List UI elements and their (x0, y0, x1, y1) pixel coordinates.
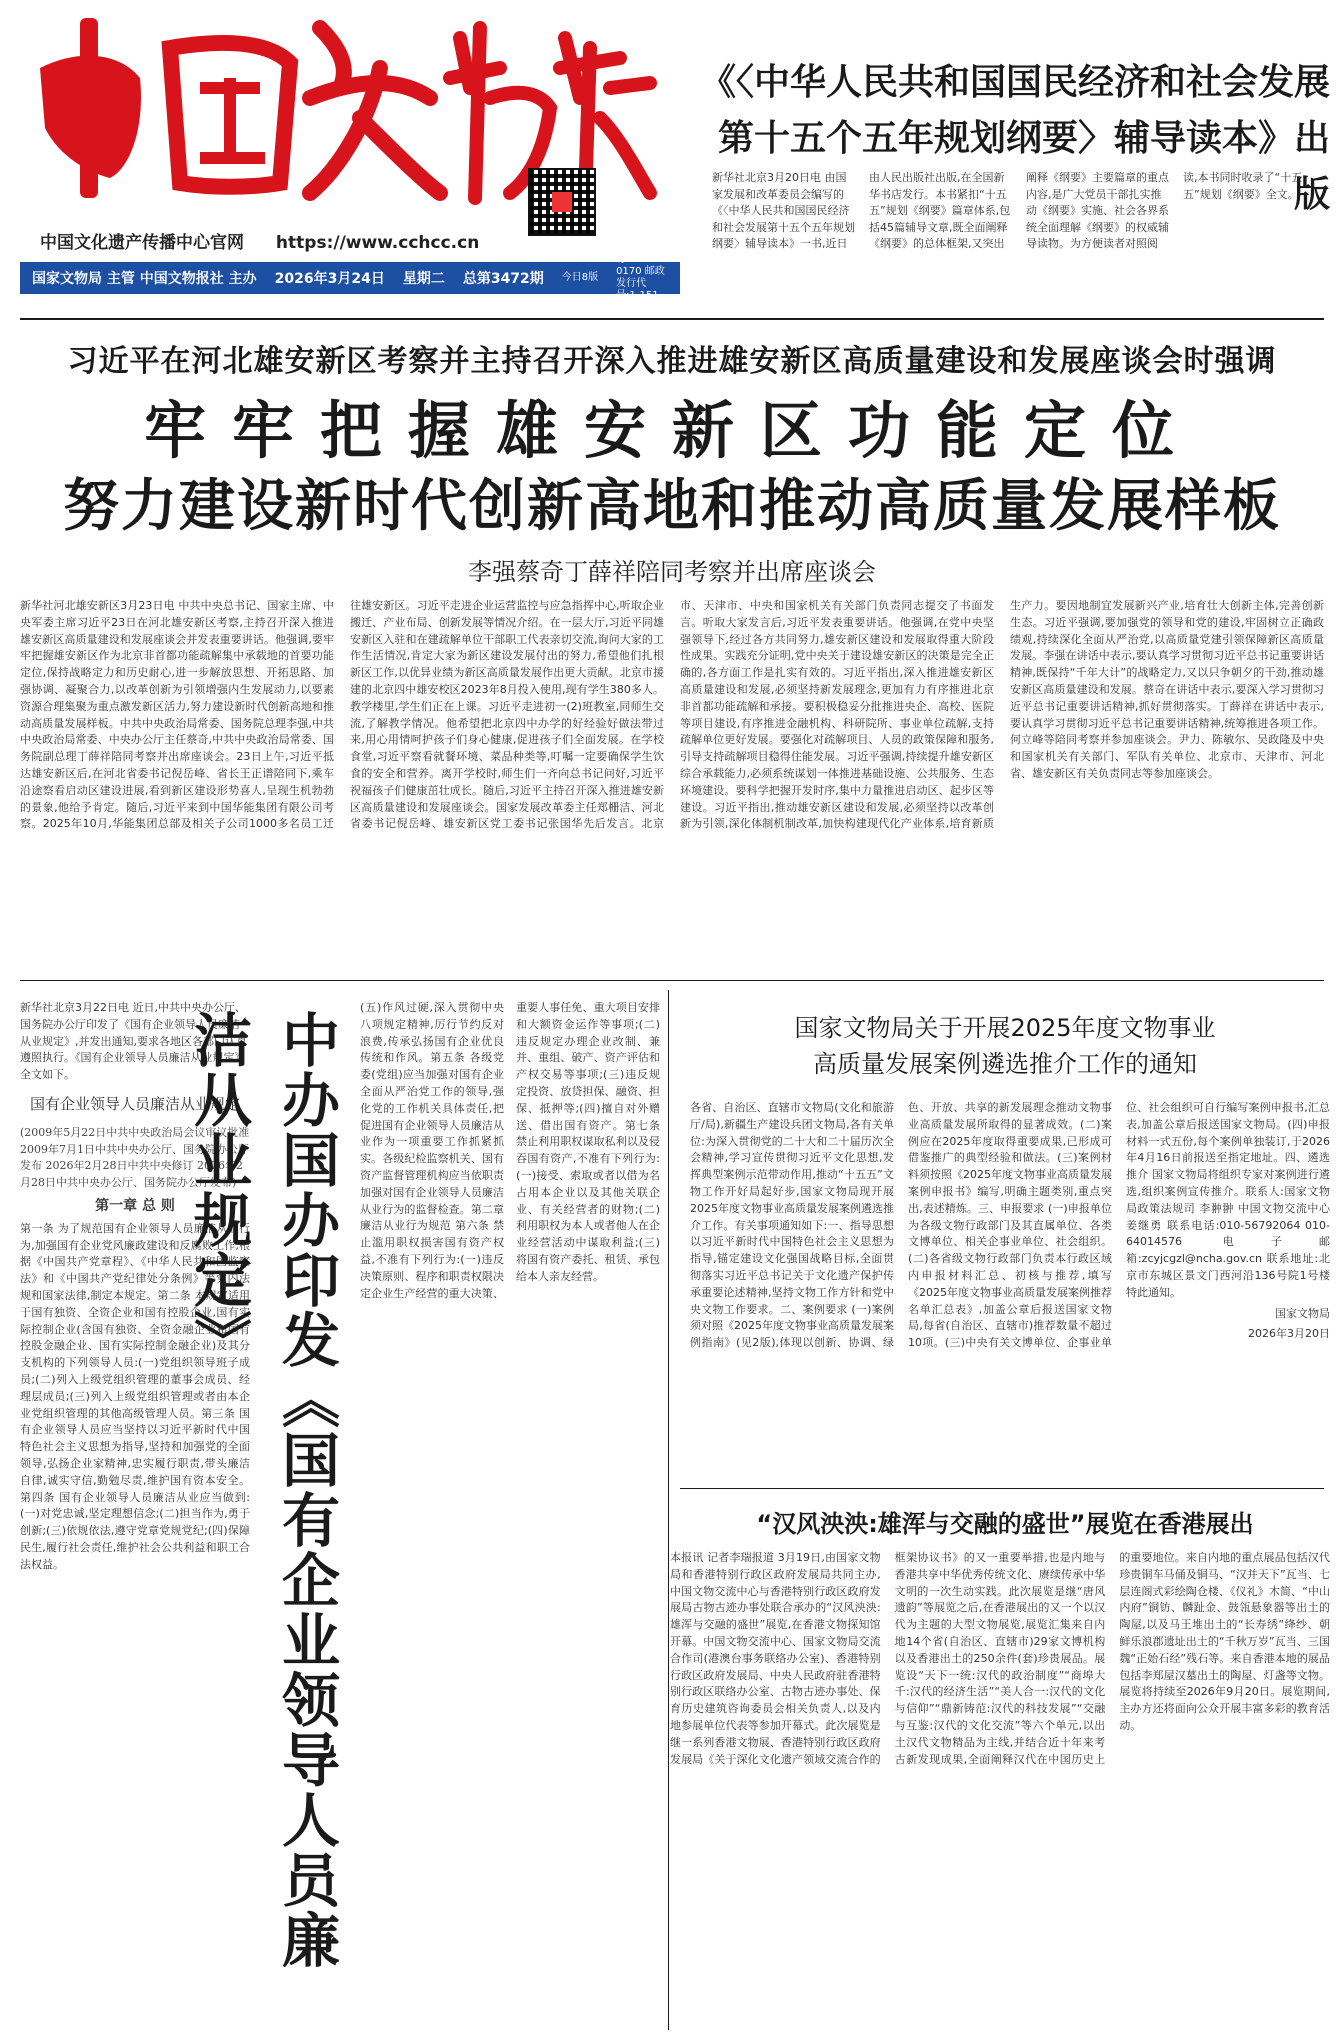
regulation-intro: 新华社北京3月22日电 近日,中共中央办公厅、国务院办公厅印发了《国有企业领导人员廉洁从业规定》,并发出通知,要求各地区各部门认真遵照执行。《国有企业领导人员廉洁从业规定》全文如下。 (20, 1001, 247, 1082)
regulation-doc-title: 国有企业领导人员廉洁从业规定 (30, 1094, 241, 1113)
lead-article-body: 新华社河北雄安新区3月23日电 中共中央总书记、国家主席、中央军委主席习近平23日在河北雄安新区考察,主持召开深入推进雄安新区高质量建设和发展座谈会并发表重要讲话。他强调,要牢牢把握雄安新区作为北京非首都功能疏解集中承载地的首要功能定位,保持战略定力和历史耐心,进一步解放思想、开拓思路、加强协调、凝聚合力,以改革创新为引领增强内生发展动力,以要素资源合理集聚为重点激发新区活力,努力建设新时代创新高地和推动高质量发展样板。中共中央政治局常委、国务院总理李强,中共中央政治局常委、中央办公厅主任蔡奇,中共中央政治局常委、国务院副总理丁薛祥陪同考察并出席座谈会。23日上午,习近平抵达雄安新区后,在河北省委书记倪岳峰、省长王正谱陪同下,乘车沿途察看启动区建设进展,看到新区建设形势喜人,呈现生机勃勃的景象,他给予肯定。随后,习近平来到中国华能集团有限公司考察。2025年10月,华能集团总部及相关子公司1000多名员工迁往雄安新区。习近平走进企业运营监控与应急指挥中心,听取企业搬迁、产业布局、创新发展等情况介绍。在一层大厅,习近平同雄安新区入驻和在建疏解单位干部职工代表亲切交流,询问大家的工作生活情况,肯定大家为新区建设发展付出的努力,希望他们扎根新区工作,以优异业绩为新区高质量发展作出更大贡献。北京市援建的北京四中雄安校区2023年8月投入使用,现有学生380多人。教学楼里,学生们正在上课。习近平走进初一(2)班教室,同师生交流,了解教学情况。他希望把北京四中办学的好经验好做法带过来,用心用情呵护孩子们身心健康,促进孩子们全面发展。在学校食堂,习近平察看就餐环境、菜品种类等,叮嘱一定要确保学生饮食的安全和营养。离开学校时,师生们一齐向总书记问好,习近平祝福孩子们健康茁壮成长。随后,习近平主持召开深入推进雄安新区高质量建设和发展座谈会。国家发展改革委主任郑栅洁、河北省委书记倪岳峰、雄安新区党工委书记张国华先后发言。北京市、天津市、中央和国家机关有关部门负责同志提交了书面发言。听取大家发言后,习近平发表重要讲话。他强调,在党中央坚强领导下,经过各方共同努力,雄安新区建设和发展取得重大阶段性成果。实践充分证明,党中央关于建设雄安新区的决策是完全正确的,各方面工作是扎实有效的。习近平指出,深入推进雄安新区高质量建设和发展,必须坚持新发展理念,更加有力有序推进北京非首都功能疏解和承接。要积极稳妥分批推进央企、高校、医院等项目建设,有序推进金融机构、科研院所、事业单位疏解,支持疏解单位更好发展。要强化对疏解项目、人员的政策保障和服务,引导支持疏解项目稳得住能发展。习近平强调,持续提升雄安新区综合承载能力,必须系统谋划一体推进基础设施、公共服务、生态环境建设。要科学把握开发时序,集中力量推进启动区、起步区等建设。习近平指出,推动雄安新区建设和发展,必须坚持以改革创新为引领,深化体制机制改革,加快构建现代化产业体系,培育新质生产力。要因地制宜发展新兴产业,培育壮大创新主体,完善创新生态。习近平强调,要加强党的领导和党的建设,牢固树立正确政绩观,持续深化全面从严治党,以高质量党建引领保障新区高质量发展。李强在讲话中表示,要认真学习贯彻习近平总书记重要讲话精神,既保持“千年大计”的战略定力,又以只争朝夕的干劲,推动雄安新区高质量建设和发展。蔡奇在讲话中表示,要深入学习贯彻习近平总书记重要讲话精神,抓好贯彻落实。丁薛祥在讲话中表示,要认真学习贯彻习近平总书记重要讲话精神,统筹推进各项工作。何立峰等陪同考察并参加座谈会。尹力、陈敏尔、吴政隆及中央和国家机关有关部门、军队有关单位、北京市、天津市、河北省、雄安新区有关负责同志等参加座谈会。 (20, 599, 1324, 831)
book-release-body: 新华社北京3月20日电 由国家发展和改革委员会编写的《〈中华人民共和国国民经济和社会发展第十五个五年规划纲要〉辅导读本》一书,近日由人民出版社出版,在全国新华书店发行。本书紧扣“十五五”规划《纲要》篇章体系,包括45篇辅导文章,既全面阐释《纲要》的总体框架,又突出阐释《纲要》主要篇章的重点内容,是广大党员干部扎实推动《纲要》实施、社会各界系统全面理解《纲要》的权威辅导读物。为方便读者对照阅读,本书同时收录了“十五五”规划《纲要》全文。 (712, 171, 1303, 250)
issue-date: 2026年3月24日 (274, 271, 385, 287)
exhibit-divider (680, 1488, 1324, 1489)
notice-signoff-date: 2026年3月20日 (1248, 1327, 1330, 1341)
regulation-doc-note: (2009年5月22日中共中央政治局会议审议批准 2009年7月1日中共中央办公厅、国务院办公厅发布 2026年2月28日中共中央修订 2026年2月28日中共中央办公厅、国务院办公厅发布) (20, 1125, 250, 1190)
qr-code-icon (528, 168, 596, 236)
lead-divider (20, 980, 1324, 981)
masthead-subline (40, 228, 505, 253)
regulation-headline: 中办国办印发《国有企业领导人员廉洁从业规定》 (184, 1010, 340, 1970)
book-release-headline-line2: 第十五个五年规划纲要〉辅导读本》出版 (717, 118, 1330, 215)
masthead-tagline: 中国文化遗产传播中心官网 (40, 233, 244, 253)
notice-body (690, 1100, 1330, 1470)
notice-headline (680, 1010, 1330, 1082)
regulation-continued: (五)作风过硬,深入贯彻中央八项规定精神,厉行节约反对浪费,传承弘扬国有企业优良传统和作风。第五条 各级党委(党组)应当加强对国有企业全面从严治党工作的领导,强化党的工作机关具体责任,把促进国有企业领导人员廉洁从业作为一项重要工作抓紧抓实。各级纪检监察机关、国有资产监督管理机构应当依职责加强对国有企业领导人员廉洁从业行为的监督检查。第二章 廉洁从业行为规范 第六条 禁止滥用职权损害国有资产权益,不准有下列行为:(一)违反决策原则、程序和职责权限决定企业生产经营的重大决策、重要人事任免、重大项目安排和大额资金运作等事项;(二)违反规定办理企业改制、兼并、重组、破产、资产评估和产权交易等事项;(三)违反规定投资、放贷担保、融资、担保、抵押等;(四)擅自对外赠送、借出国有资产。第七条 禁止利用职权谋取私利以及侵吞国有资产,不准有下列行为:(一)接受、索取或者以借为名占用本企业以及其他关联企业、有关经营者的财物;(二)利用职权为本人或者他人在企业经营活动中谋取利益;(三)将国有资产委托、租赁、承包给本人亲友经营。 (360, 1001, 660, 1300)
regulation-body: 第一条 为了规范国有企业领导人员廉洁从业行为,加强国有企业党风廉政建设和反腐败工作,根据《中国共产党章程》、《中华人民共和国监察法》和《中国共产党纪律处分条例》等党内法规和国家法律,制定本规定。第二条 本规定适用于国有独资、全资企业和国有控股企业,国有实际控制企业(含国有独资、全资金融企业和国有控股金融企业、国有实际控制金融企业)及其分支机构的下列领导人员:(一)党组织领导班子成员;(二)列入上级党组织管理的董事会成员、经理层成员;(三)列入上级党组织管理或者由本企业党组织管理的其他高级管理人员。第三条 国有企业领导人员应当坚持以习近平新时代中国特色社会主义思想为指导,坚持和加强党的全面领导,弘扬企业家精神,忠实履行职责,带头廉洁自律,诚实守信,勤勉尽责,维护国有资本安全。第四条 国有企业领导人员廉洁从业应当做到:(一)对党忠诚,坚定理想信念;(二)担当作为,勇于创新;(三)依规依法,遵守党章党规党纪;(四)保障民生,履行社会责任,维护社会公共利益和职工合法权益。 (20, 1221, 250, 1571)
masthead-divider (20, 318, 1324, 320)
notice-headline-line1: 国家文物局关于开展2025年度文物事业 (794, 1014, 1216, 1042)
issue-number: 总第3472期 (462, 271, 544, 287)
masthead-url[interactable]: https://www.cchcc.cn (275, 233, 480, 253)
lead-subhead: 李强蔡奇丁薛祥陪同考察并出席座谈会 (468, 558, 876, 586)
lead-headline-2: 努力建设新时代创新高地和推动高质量发展样板 (63, 474, 1281, 539)
book-release-headline-line1: 《〈中华人民共和国国民经济和社会发展 (700, 62, 1331, 103)
weekday: 星期二 (402, 271, 445, 287)
chapter-1-heading: 第一章 总 则 (95, 1197, 175, 1214)
right-section-left-rule (668, 990, 669, 2030)
notice-signoff-org: 国家文物局 (1275, 1306, 1330, 1320)
exhibit-article-body: 本报讯 记者李瑞报道 3月19日,由国家文物局和香港特别行政区政府发展局共同主办,中国文物交流中心与香港特别行政区政府发展局古物古迹办事处联合承办的“汉风泱泱:雄浑与交融的盛世”展览,在香港文物探知馆开幕。中国文物交流中心、国家文物局交流合作司(港澳台事务联络办公室)、香港特别行政区政府发展局、中央人民政府驻香港特别行政区联络办公室、古物古迹办事处、保育历史建筑咨询委员会相关负责人,以及内地参展单位代表等参加开幕式。此次展览是继一系列香港文物展、香港特别行政区政府发展局《关于深化文化遗产领域交流合作的框架协议书》的又一重要举措,也是内地与香港共享中华优秀传统文化、赓续传承中华文明的一次生动实践。此次展览是继“唐风遗韵”等展览之后,在香港展出的又一个以汉代为主题的大型文物展览,展览汇集来自内地14个省(自治区、直辖市)29家文博机构以及香港出土的250余件(套)珍贵展品。展览设“天下一统:汉代的政治制度”“商埠大千:汉代的经济生活”“美人合一:汉代的文化与信仰”“鼎新铸范:汉代的科技发展”“交融与互鉴:汉代的文化交流”等六个单元,以出土汉代文物精品为主线,并结合近十年来考古新发现成果,全面阐释汉代在中国历史上的重要地位。来自内地的重点展品包括汉代珍贵铜车马俑及铜马、“汉并天下”瓦当、七层连阁式彩绘陶仓楼、《仪礼》木简、“中山内府”铜钫、麟趾金、鼓瓴悬象器等出土的陶屋,以及马王堆出土的“长寿绣”绛纱、朝鲜乐浪郡遗址出土的“千秋万岁”瓦当、三国魏“正始石经”残石等。来自香港本地的展品包括李郑屋汉墓出土的陶屋、灯盏等文物。展览将持续至2026年9月20日。展览期间,主办方还将面向公众开展丰富多彩的教育活动。 (670, 1551, 1330, 1766)
publication-codes: 国内统一连续出版物号: CN 11-0170 邮政发行代号:1-151 国外发行代 (616, 230, 667, 313)
pages-count: 今日8版 (561, 272, 599, 283)
lead-kicker: 习近平在河北雄安新区考察并主持召开深入推进雄安新区高质量建设和发展座谈会时强调 (67, 344, 1277, 379)
notice-headline-line2: 高质量发展案例遴选推介工作的通知 (813, 1050, 1197, 1078)
exhibit-headline: “汉风泱泱:雄浑与交融的盛世”展览在香港展出 (756, 1510, 1254, 1538)
notice-text: 各省、自治区、直辖市文物局(文化和旅游厅/局),新疆生产建设兵团文物局,各有关单位:为深入贯彻党的二十大和二十届历次全会精神,学习宣传贯彻习近平文化思想,发挥典型案例示范带动作用,推动“十五五”文物工作开好局起好步,国家文物局现开展2025年度文物事业高质量发展案例遴选推介工作。有关事项通知如下:一、指导思想 以习近平新时代中国特色社会主义思想为指导,锚定建设文化强国战略目标,全面贯彻落实习近平总书记关于文化遗产保护传承重要论述精神,坚持文物工作方针和党中央文物工作要求。二、案例要求 (一)案例须对照《2025年度文物事业高质量发展案例指南》(见2版),体现以创新、协调、绿色、开放、共享的新发展理念推动文物事业高质量发展所取得的显著成效。(二)案例应在2025年度取得重要成果,已形成可借鉴推广的典型经验和做法。(三)案例材料须按照《2025年度文物事业高质量发展案例申报书》编写,明确主题类别,重点突出,表述精炼。三、申报要求 (一)申报单位为各级文物行政部门及其直属单位、各类文博单位、相关企事业单位、社会组织。(二)各省级文物行政部门负责本行政区域内申报材料汇总、初核与推荐,填写《2025年度文物事业高质量发展案例推荐名单汇总表》,加盖公章后报送国家文物局,每省(自治区、直辖市)推荐数量不超过10项。(三)中央有关文博单位、企事业单位、社会组织可自行编写案例申报书,汇总表,加盖公章后报送国家文物局。(四)申报材料一式五份,每个案例单独装订,于2026年4月16日前报送至指定地址。四、遴选推介 国家文物局将组织专家对案例进行遴选,组织案例宣传推介。联系人:国家文物局政策法规司 李翀翀 中国文物交流中心 姜继勇 联系电话:010-56792064 010-64014576 电子邮箱:zcyjcgzl@ncha.gov.cn 联系地址:北京市东城区景文门西河沿136号院1号楼 特此通知。 (690, 1101, 1330, 1350)
sponsor: 国家文物局 主管 中国文物报社 主办 (32, 271, 257, 287)
lead-headline-1: 牢牢把握雄安新区功能定位 (143, 394, 1200, 467)
